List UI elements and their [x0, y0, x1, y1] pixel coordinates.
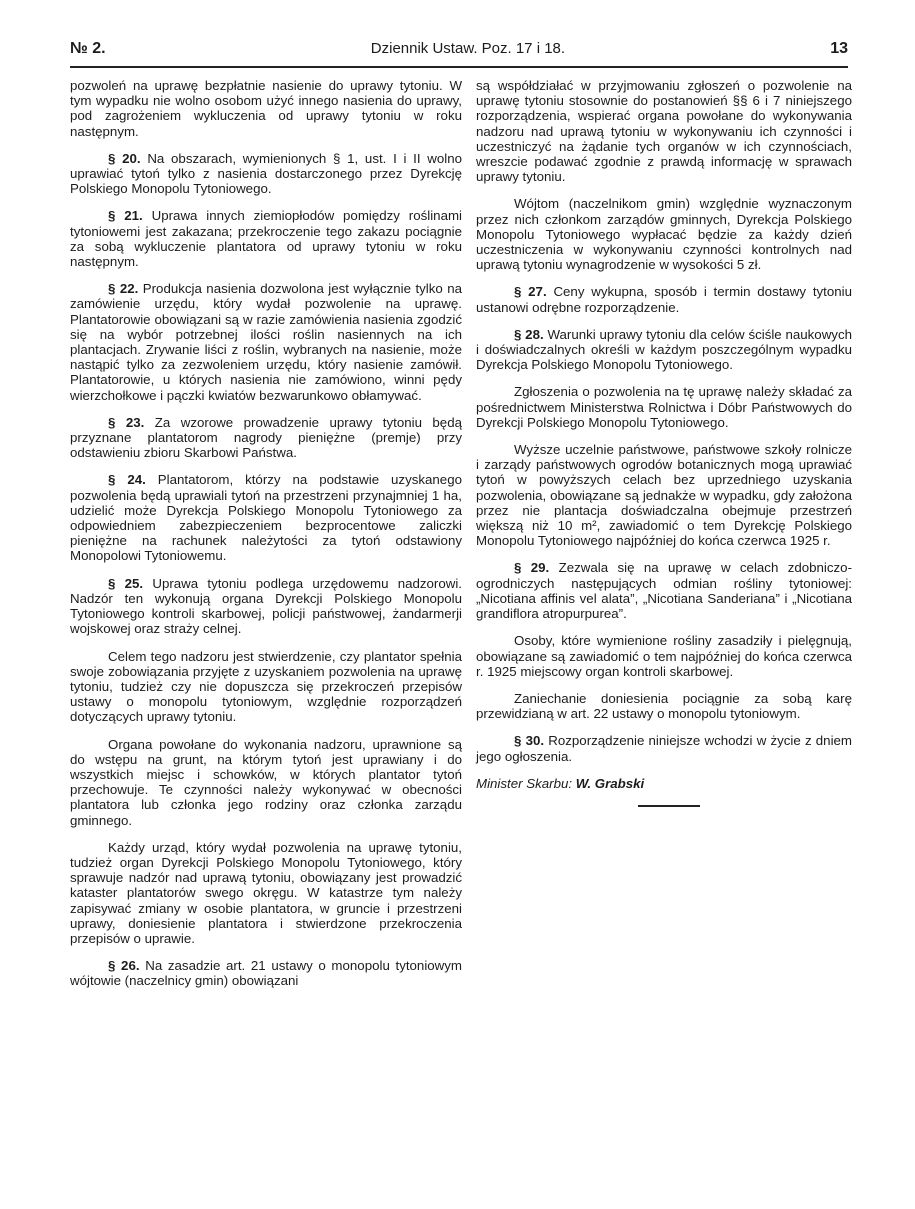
page-header — [70, 40, 848, 62]
section-mark: § 25. — [108, 575, 144, 591]
body-paragraph — [476, 78, 852, 184]
paragraph-text: są współdziałać w przyjmowaniu zgłoszeń o pozwolenie na uprawę tytoniu stosownie do postanowień §§ 6 i 7 niniejszego rozporządzenia, wspierać organa powołane do wykonywania nadzoru nad uprawą tytoniu w wykonywaniu ich czynności i uczestniczyć na żądanie tych organów w ich czynnościach, wreszcie podawać zgodnie z prawdą informację w sprawach uprawy tytoniu. — [476, 78, 852, 185]
section-paragraph — [70, 281, 462, 403]
paragraph-text: Celem tego nadzoru jest stwierdzenie, czy plantator spełnia swoje zobowiązania przyjęte z uzyskaniem pozwolenia na uprawę tytoniu, tudzież czy nie dopuszcza się przekroczeń przepisów ustawy o monopolu tytoniowym, względnie rozporządzeń dotyczących uprawy tytoniu. — [70, 648, 462, 725]
header-rule — [70, 66, 848, 68]
paragraph-text: Uprawa innych ziemiopłodów pomiędzy roślinami tytoniowemi jest zakazana; przekroczenie tego zakazu pociągnie za sobą wykluczenie plantatora od uprawy tytoniu w roku następnym. — [70, 208, 463, 270]
right-column — [476, 78, 852, 800]
section-paragraph — [70, 151, 462, 197]
section-mark: § 24. — [108, 472, 146, 488]
section-mark: § 21. — [108, 208, 143, 224]
signature-role: Minister Skarbu: — [476, 775, 573, 791]
journal-title: Dziennik Ustaw. Poz. 17 i 18. — [370, 40, 566, 57]
body-paragraph — [476, 442, 852, 548]
section-paragraph — [476, 284, 852, 314]
section-mark: § 20. — [108, 150, 141, 166]
section-paragraph — [70, 958, 462, 988]
signature — [476, 776, 852, 791]
signature-name: W. Grabski — [575, 775, 645, 791]
paragraph-text: Warunki uprawy tytoniu dla celów ściśle naukowych i doświadczalnych określi w każdym poszczególnym wypadku Dyrekcja Polskiego Monopolu Tytoniowego. — [476, 326, 852, 373]
paragraph-text: Uprawa tytoniu podlega urzędowemu nadzorowi. Nadzór ten wykonują organa Dyrekcji Polskiego Monopolu Tytoniowego kontroli skarbowej, policji państwowej, żandarmerji wojskowej oraz straży celnej. — [70, 575, 462, 637]
paragraph-text: Zgłoszenia o pozwolenia na tę uprawę należy składać za pośrednictwem Ministerstwa Rolnictwa i Dóbr Państwowych do Dyrekcji Polskiego Monopolu Tytoniowego. — [476, 384, 852, 430]
paragraph-text: Zaniechanie doniesienia pociągnie za sobą karę przewidzianą w art. 22 ustawy o monopolu tytoniowym. — [476, 690, 852, 722]
body-paragraph — [70, 840, 462, 946]
body-paragraph — [476, 384, 852, 430]
section-mark: § 22. — [108, 281, 139, 297]
paragraph-text: Zezwala się na uprawę w celach zdobniczo-ogrodniczych następujących odmian rośliny tytoniowej: „Nicotiana affinis vel alata”, „Nicotiana Sanderiana” i „Nicotiana grandiflora atropurpurea”. — [476, 560, 853, 622]
section-paragraph — [70, 208, 462, 269]
paragraph-text: Na obszarach, wymienionych § 1, ust. I i II wolno uprawiać tytoń tylko z nasienia dostarczonego przez Dyrekcję Polskiego Monopolu Tytoniowego. — [70, 150, 463, 197]
section-mark: § 26. — [108, 958, 140, 974]
body-paragraph — [70, 649, 462, 725]
issue-number: № 2. — [70, 40, 106, 57]
body-paragraph — [476, 196, 852, 272]
section-paragraph — [70, 576, 462, 637]
paragraph-text: pozwoleń na uprawę bezpłatnie nasienie do uprawy tytoniu. W tym wypadku nie wolno osobom użyć innego nasienia do uprawy, pod zagrożeniem wykluczenia od uprawy tytoniu w roku następnym. — [70, 78, 462, 139]
paragraph-text: Ceny wykupna, sposób i termin dostawy tytoniu ustanowi odrębne rozporządzenie. — [476, 284, 852, 315]
paragraph-text: Organa powołane do wykonania nadzoru, uprawnione są do wstępu na grunt, na którym tytoń jest uprawiany i do wszystkich miejsc i schowków, w których plantator tytoń przechowuje. Te czynności należy wykonywać w obecności plantatora lub członka jego rodziny oraz członka zarządu gminnego. — [70, 736, 462, 828]
body-paragraph — [476, 691, 852, 721]
body-paragraph — [70, 737, 462, 828]
section-mark: § 30. — [514, 733, 545, 749]
paragraph-text: Rozporządzenie niniejsze wchodzi w życie z dniem jego ogłoszenia. — [476, 733, 853, 764]
body-paragraph — [476, 633, 852, 679]
paragraph-text: Na zasadzie art. 21 ustawy o monopolu tytoniowym wójtowie (naczelnicy gmin) obowiązani — [70, 958, 462, 989]
section-mark: § 27. — [514, 284, 547, 300]
end-rule — [638, 805, 700, 807]
left-column — [70, 78, 462, 1001]
section-paragraph — [476, 327, 852, 373]
paragraph-text: Plantatorom, którzy na podstawie uzyskanego pozwolenia będą uprawiali tytoń na przestrzeni przynajmniej 1 ha, udzielić może Dyrekcja Polskiego Monopolu Tytoniowego za odpowiedniem zabezpieczeniem bezprocentowe zaliczki pieniężne na rachunek należytości za tytoń odstawiony Monopolowi Tytoniowemu. — [70, 472, 462, 564]
section-mark: § 23. — [108, 414, 145, 430]
paragraph-text: Wyższe uczelnie państwowe, państwowe szkoły rolnicze i zarządy państwowych ogrodów botanicznych mogą uprawiać tytoń w powyższych celach bez uprzedniego uzyskania pozwolenia, obowiązane są jednakże w wypadku, gdy założona przez nie plantacja doświadczalna obejmuje przestrzeń większą niż 10 m², zawiadomić o tem Dyrekcję Polskiego Monopolu Tytoniowego najpóźniej do końca czerwca 1925 r. — [476, 442, 852, 549]
page-number: 13 — [830, 40, 848, 57]
section-paragraph — [476, 733, 852, 763]
paragraph-text: Produkcja nasienia dozwolona jest wyłącznie tylko na zamówienie urzędu, który wydał pozwolenie na uprawę. Plantatorowie obowiązani są w razie zamówienia nasienia zgodzić się na wybór potrzebnej ilości roślin nasiennych na ich plantacjach. Zrywanie liści z roślin, wybranych na nasienie, może nastąpić tylko za zezwoleniem urzędu, który nasienie zamówił. Plantatorowie, u których nasienia nie zamówiono, winni pędy wierzchołkowe i pączki kwiatów bezwarunkowo obłamywać. — [70, 281, 462, 403]
section-paragraph — [70, 472, 462, 563]
paragraph-text: Każdy urząd, który wydał pozwolenia na uprawę tytoniu, tudzież organ Dyrekcji Polskiego Monopolu Tytoniowego, który sprawuje nadzór nad uprawą tytoniu, obowiązany jest prowadzić kataster plantatorów swego okręgu. W katastrze tym należy zapisywać zmiany w osobie plantatora, w gruncie i przestrzeni uprawy, doniesienie plantatora i stwierdzone przekroczenia przepisów o uprawie. — [70, 839, 462, 946]
section-paragraph — [70, 415, 462, 461]
section-mark: § 28. — [514, 326, 544, 342]
paragraph-text: Wójtom (naczelnikom gmin) względnie wyznaczonym przez nich członkom zarządów gminnych, Dyrekcja Polskiego Monopolu Tytoniowego wypłacać będzie za każdy dzień uczestniczenia w wykonywaniu czynności kontrolnych nad uprawą tytoniu wynagrodzenie w wysokości 5 zł. — [476, 196, 852, 273]
body-paragraph — [70, 78, 462, 139]
paragraph-text: Za wzorowe prowadzenie uprawy tytoniu będą przyznane plantatorom nagrody pieniężne (premje) przy odstawieniu zbioru Skarbowi Państwa. — [70, 414, 462, 461]
section-mark: § 29. — [514, 560, 550, 576]
paragraph-text: Osoby, które wymienione rośliny zasadziły i pielęgnują, obowiązane są zawiadomić o tem najpóźniej do końca czerwca r. 1925 miejscowy organ kontroli skarbowej. — [476, 633, 852, 679]
section-paragraph — [476, 560, 852, 621]
